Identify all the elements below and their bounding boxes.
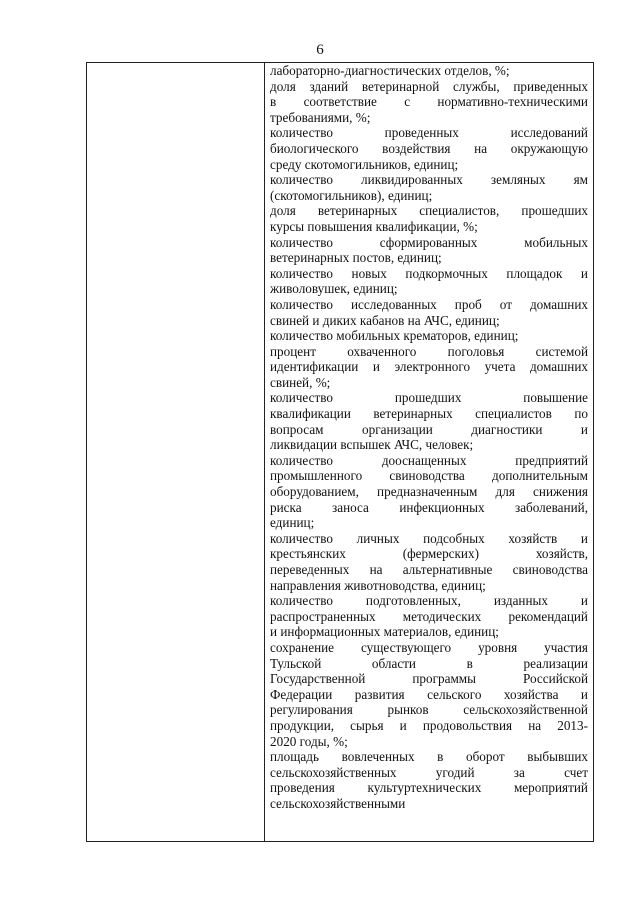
indicator-item <box>270 344 588 391</box>
indicator-item <box>270 125 588 172</box>
indicator-line: распространенных методических рекомендаций <box>270 608 588 624</box>
indicator-item <box>270 390 588 452</box>
indicator-line: количество сформированных мобильных <box>270 234 588 250</box>
indicator-line: Федерации развития сельского хозяйства и <box>270 686 588 702</box>
indicator-line: количество исследованных проб от домашних <box>270 296 588 312</box>
indicator-line: и информационных материалов, единиц; <box>270 624 499 640</box>
indicator-line: 2020 годы, %; <box>270 733 348 749</box>
indicator-item <box>270 203 588 234</box>
indicator-line: ликвидации вспышек АЧС, человек; <box>270 437 474 453</box>
indicator-line: лабораторно-диагностических отделов, %; <box>270 63 510 78</box>
indicator-line: оборудованием, предназначенным для снижения <box>270 484 588 500</box>
indicator-line: в соответствие с нормативно-техническими <box>270 94 588 110</box>
indicator-line: сохранение существующего уровня участия <box>270 639 588 655</box>
indicator-line: свиней и диких кабанов на АЧС, единиц; <box>270 312 500 328</box>
indicator-line: живоловушек, единиц; <box>270 281 398 297</box>
indicator-line: среду скотомогильников, единиц; <box>270 156 459 172</box>
indicator-line: доля зданий ветеринарной службы, приведенных <box>270 78 588 94</box>
indicator-line: ветеринарных постов, единиц; <box>270 250 442 266</box>
indicator-item <box>270 328 588 344</box>
indicator-line: идентификации и электронного учета домашних <box>270 359 588 375</box>
indicator-line: процент охваченного поголовья системой <box>270 343 588 359</box>
indicator-line: биологического воздействия на окружающую <box>270 140 588 156</box>
indicator-item <box>270 63 588 79</box>
indicator-item <box>270 266 588 297</box>
indicator-line: регулирования рынков сельскохозяйственной <box>270 702 588 718</box>
indicator-line: сельскохозяйственными <box>270 795 406 811</box>
indicator-line: количество подготовленных, изданных и <box>270 593 588 609</box>
indicator-line: риска заноса инфекционных заболеваний, <box>270 499 588 515</box>
indicator-item <box>270 172 588 203</box>
indicator-item <box>270 297 588 328</box>
indicator-line: промышленного свиноводства дополнительным <box>270 468 588 484</box>
indicator-line: свиней, %; <box>270 374 331 390</box>
indicator-line: проведения культуртехнических мероприятий <box>270 780 588 796</box>
page-number: 6 <box>316 42 324 58</box>
indicator-line: крестьянских (фермерских) хозяйств, <box>270 546 588 562</box>
indicator-line: направления животноводства, единиц; <box>270 577 486 593</box>
indicator-item <box>270 453 588 531</box>
indicator-line: продукции, сырья и продовольствия на 2013- <box>270 717 588 733</box>
indicator-line: количество новых подкормочных площадок и <box>270 265 588 281</box>
column-divider <box>264 62 265 842</box>
left-column-cell <box>86 62 264 842</box>
indicator-line: количество дооснащенных предприятий <box>270 452 588 468</box>
indicator-line: доля ветеринарных специалистов, прошедших <box>270 203 588 219</box>
indicator-line: Тульской области в реализации <box>270 655 588 671</box>
indicator-line: вопросам организации диагностики и <box>270 421 588 437</box>
indicator-line: (скотомогильников), единиц; <box>270 187 433 203</box>
indicator-line: Государственной программы Российской <box>270 671 588 687</box>
indicator-line: требованиями, %; <box>270 109 371 125</box>
indicator-item <box>270 235 588 266</box>
indicator-line: сельскохозяйственных угодий за счет <box>270 764 588 780</box>
indicators-list <box>270 63 588 812</box>
indicator-line: квалификации ветеринарных специалистов по <box>270 406 588 422</box>
indicator-line: количество прошедших повышение <box>270 390 588 406</box>
indicator-line: площадь вовлеченных в оборот выбывших <box>270 749 588 765</box>
indicator-item <box>270 531 588 593</box>
indicator-line: количество мобильных крематоров, единиц; <box>270 328 519 344</box>
indicator-line: переведенных на альтернативные свиноводства <box>270 562 588 577</box>
indicator-line: количество проведенных исследований <box>270 125 588 141</box>
indicator-line: количество ликвидированных земляных ям <box>270 172 588 188</box>
indicator-item <box>270 79 588 126</box>
indicator-item <box>270 749 588 811</box>
indicator-line: количество личных подсобных хозяйств и <box>270 530 588 546</box>
indicator-item <box>270 640 588 749</box>
indicator-line: единиц; <box>270 515 315 531</box>
indicator-item <box>270 593 588 640</box>
indicator-line: курсы повышения квалификации, %; <box>270 218 478 234</box>
